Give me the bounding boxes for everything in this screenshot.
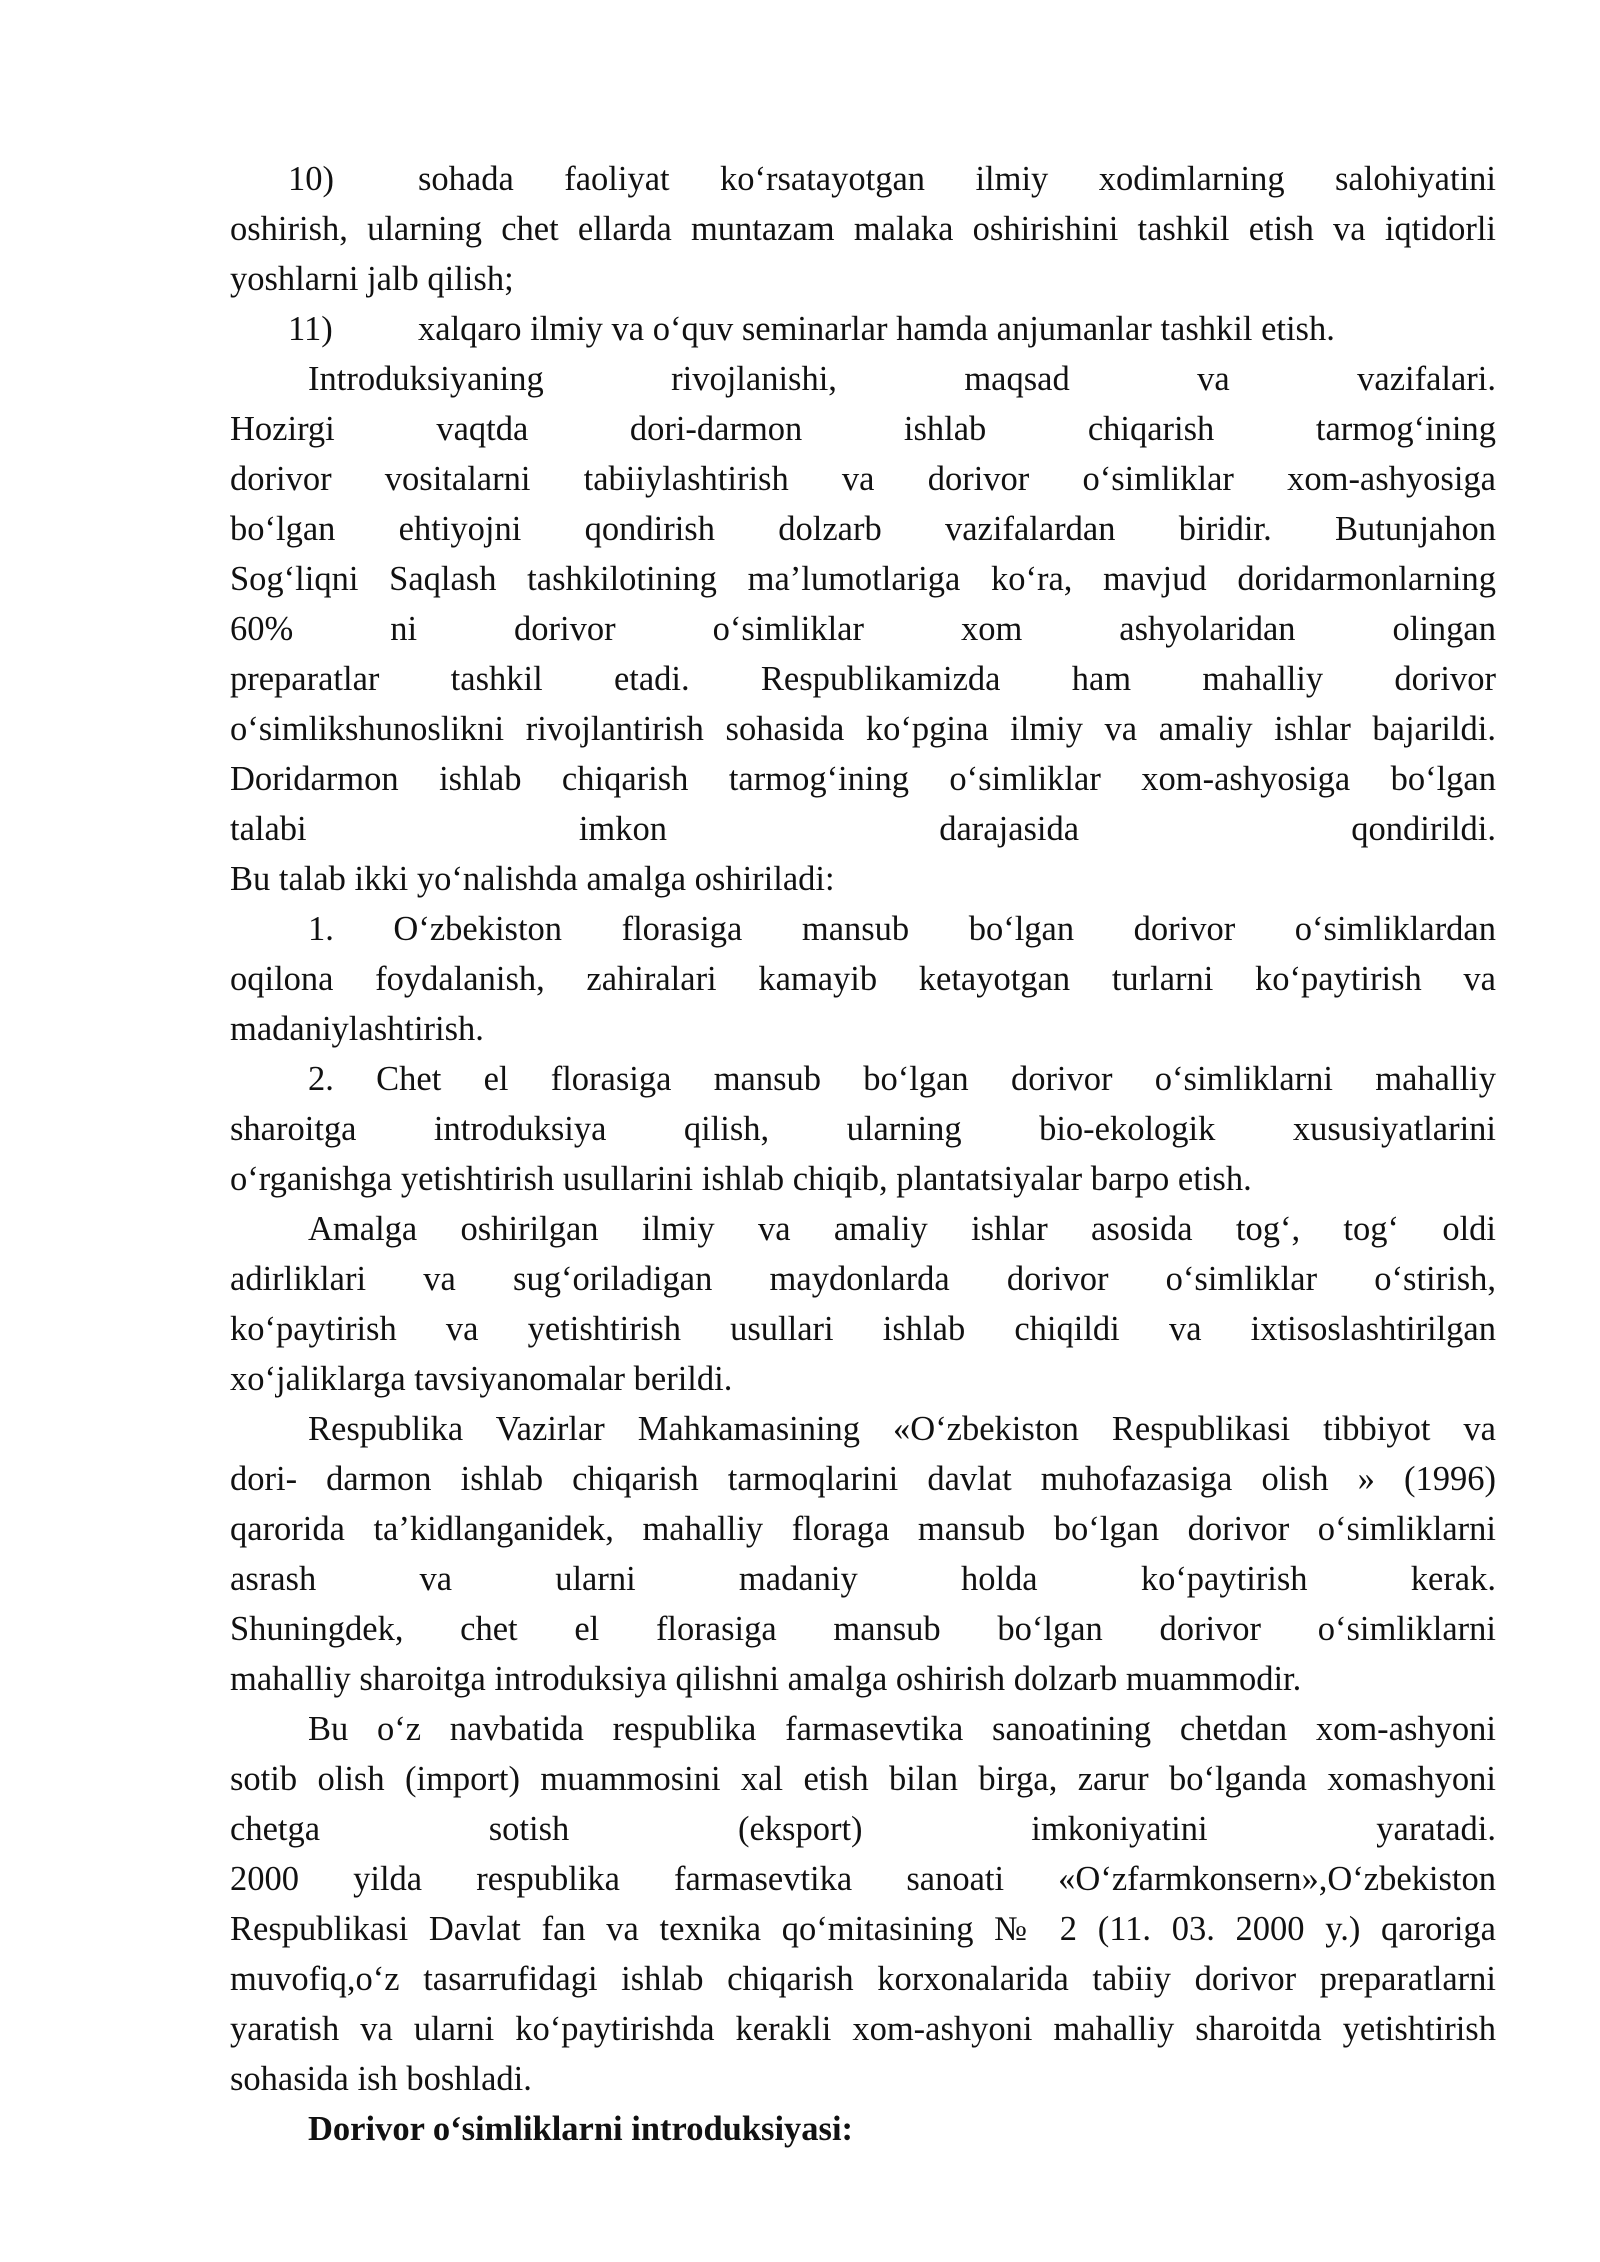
text-line: Introduksiyaning rivojlanishi, maqsad va vazifalari.	[308, 360, 1496, 398]
text-line: chetga sotish (eksport) imkoniyatini yaratadi.	[230, 1810, 1496, 1848]
text-line: talabi imkon darajasida qondirildi.	[230, 810, 1496, 848]
document-page	[230, 154, 1496, 2154]
text-line: ko‘paytirish va yetishtirish usullari ishlab chiqildi va ixtisoslashtirilgan	[230, 1310, 1496, 1348]
text-line: 1. O‘zbekiston florasiga mansub bo‘lgan dorivor o‘simliklardan	[308, 910, 1496, 948]
text-line: Respublikasi Davlat fan va texnika qo‘mitasining № 2 (11. 03. 2000 y.) qaroriga	[230, 1910, 1496, 1948]
text-line: 2. Chet el florasiga mansub bo‘lgan dorivor o‘simliklarni mahalliy	[308, 1060, 1496, 1098]
paragraph-introduction	[230, 354, 1496, 904]
text-line: yaratish va ularni ko‘paytirishda kerakli xom-ashyoni mahalliy sharoitda yetishtirish	[230, 2010, 1496, 2048]
text-line: yoshlarni jalb qilish;	[230, 260, 514, 298]
text-line: mahalliy sharoitga introduksiya qilishni amalga oshirish dolzarb muammodir.	[230, 1660, 1302, 1698]
text-line: asrash va ularni madaniy holda ko‘paytirish kerak.	[230, 1560, 1496, 1598]
text-line: Hozirgi vaqtda dori-darmon ishlab chiqarish tarmog‘ining	[230, 410, 1496, 448]
text-line: qarorida ta’kidlanganidek, mahalliy floraga mansub bo‘lgan dorivor o‘simliklarni	[230, 1510, 1496, 1548]
text-line: sohasida ish boshladi.	[230, 2060, 532, 2098]
text-line: oqilona foydalanish, zahiralari kamayib ketayotgan turlarni ko‘paytirish va	[230, 960, 1496, 998]
list-item-10	[230, 154, 1496, 204]
text-line: Bu o‘z navbatida respublika farmasevtika sanoatining chetdan xom-ashyoni	[308, 1710, 1496, 1748]
text-line: sharoitga introduksiya qilish, ularning bio-ekologik xususiyatlarini	[230, 1110, 1496, 1148]
text-line: o‘simlikshunoslikni rivojlantirish sohasida ko‘pgina ilmiy va amaliy ishlar bajarildi.	[230, 710, 1496, 748]
text-line: dorivor vositalarni tabiiylashtirish va dorivor o‘simliklar xom-ashyosiga	[230, 460, 1496, 498]
text-line: dori- darmon ishlab chiqarish tarmoqlarini davlat muhofazasiga olish » (1996)	[230, 1460, 1496, 1498]
text-line: Sog‘liqni Saqlash tashkilotining ma’lumotlariga ko‘ra, mavjud doridarmonlarning	[230, 560, 1496, 598]
paragraph-pharma-industry	[230, 1704, 1496, 2104]
text-line: Shuningdek, chet el florasiga mansub bo‘lgan dorivor o‘simliklarni	[230, 1610, 1496, 1648]
text-line: xo‘jaliklarga tavsiyanomalar berildi.	[230, 1360, 733, 1398]
text-line: Bu talab ikki yo‘nalishda amalga oshiriladi:	[230, 860, 835, 898]
text-line: Respublika Vazirlar Mahkamasining «O‘zbekiston Respublikasi tibbiyot va	[308, 1410, 1496, 1448]
section-heading: Dorivor o‘simliklarni introduksiyasi:	[308, 2110, 854, 2148]
text-line: 2000 yilda respublika farmasevtika sanoati «O‘zfarmkonsern»,O‘zbekiston	[230, 1860, 1496, 1898]
paragraph-cabinet-decision	[230, 1404, 1496, 1704]
numbered-list	[230, 904, 1496, 1204]
list-item-text: xalqaro ilmiy va o‘quv seminarlar hamda anjumanlar tashkil etish.	[418, 310, 1335, 348]
paragraph-practical-work	[230, 1204, 1496, 1404]
text-line: Amalga oshirilgan ilmiy va amaliy ishlar asosida tog‘, tog‘ oldi	[308, 1210, 1496, 1248]
text-line: sotib olish (import) muammosini xal etish bilan birga, zarur bo‘lganda xomashyoni	[230, 1760, 1496, 1798]
text-line: bo‘lgan ehtiyojni qondirish dolzarb vazifalardan biridir. Butunjahon	[230, 510, 1496, 548]
list-number: 10)	[288, 160, 334, 198]
text-line: o‘rganishga yetishtirish usullarini ishlab chiqib, plantatsiyalar barpo etish.	[230, 1160, 1252, 1198]
text-line: adirliklari va sug‘oriladigan maydonlarda dorivor o‘simliklar o‘stirish,	[230, 1260, 1496, 1298]
text-line: madaniylashtirish.	[230, 1010, 484, 1048]
text-line: oshirish, ularning chet ellarda muntazam malaka oshirishini tashkil etish va iqtidorli	[230, 210, 1496, 248]
list-number: 11)	[288, 310, 333, 348]
list-item-1	[230, 904, 1496, 1054]
text-line: 60% ni dorivor o‘simliklar xom ashyolaridan olingan	[230, 610, 1496, 648]
list-item-2	[230, 1054, 1496, 1204]
list-item-11	[230, 304, 1496, 354]
text-line: muvofiq,o‘z tasarrufidagi ishlab chiqarish korxonalarida tabiiy dorivor preparatlarni	[230, 1960, 1496, 1998]
list-item-text: sohada faoliyat ko‘rsatayotgan ilmiy xodimlarning salohiyatini	[418, 160, 1496, 198]
text-line: preparatlar tashkil etadi. Respublikamizda ham mahalliy dorivor	[230, 660, 1496, 698]
text-line: Doridarmon ishlab chiqarish tarmog‘ining o‘simliklar xom-ashyosiga bo‘lgan	[230, 760, 1496, 798]
